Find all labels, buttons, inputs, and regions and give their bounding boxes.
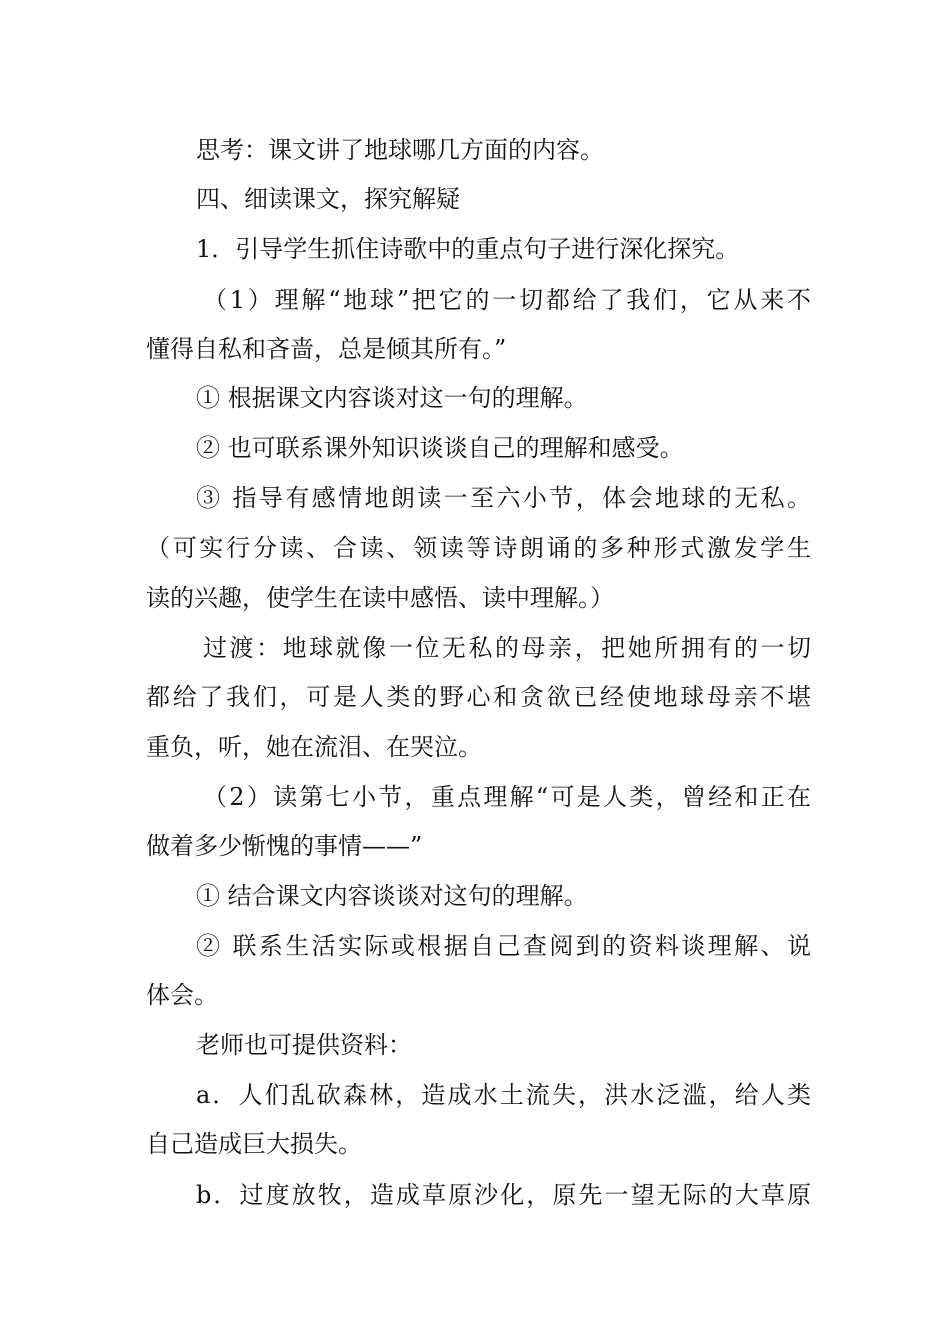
paragraph-line-19: 老师也可提供资料： [196, 1031, 412, 1059]
paragraph-line-15: 做着多少惭愧的事情——” [146, 832, 423, 860]
paragraph-line-11: 过渡：地球就像一位无私的母亲，把她所拥有的一切 [203, 634, 811, 662]
paragraph-line-3: 1．引导学生抓住诗歌中的重点句子进行深化探究。 [196, 235, 740, 263]
paragraph-line-12: 都给了我们，可是人类的野心和贪欲已经使地球母亲不堪 [146, 683, 811, 711]
paragraph-line-8: ③ 指导有感情地朗读一至六小节，体会地球的无私。 [196, 484, 811, 512]
paragraph-line-13: 重负，听，她在流泪、在哭泣。 [146, 733, 482, 761]
paragraph-line-22: b．过度放牧，造成草原沙化，原先一望无际的大草原 [196, 1181, 811, 1209]
paragraph-line-2: 四、细读课文，探究解疑 [196, 185, 460, 213]
paragraph-line-4: （1）理解“地球”把它的一切都给了我们，它从来不 [203, 286, 811, 314]
paragraph-line-5: 懂得自私和吝啬，总是倾其所有。” [146, 335, 507, 363]
paragraph-line-9: （可实行分读、合读、领读等诗朗诵的多种形式激发学生 [146, 534, 811, 562]
paragraph-line-17: ② 联系生活实际或根据自己查阅到的资料谈理解、说 [196, 932, 811, 960]
paragraph-line-7: ② 也可联系课外知识谈谈自己的理解和感受。 [196, 434, 684, 462]
paragraph-line-16: ① 结合课文内容谈谈对这句的理解。 [196, 882, 588, 910]
paragraph-line-1: 思考：课文讲了地球哪几方面的内容。 [196, 136, 604, 164]
paragraph-line-10: 读的兴趣，使学生在读中感悟、读中理解。） [146, 584, 614, 612]
paragraph-line-6: ① 根据课文内容谈对这一句的理解。 [196, 384, 588, 412]
paragraph-line-21: 自己造成巨大损失。 [146, 1130, 362, 1158]
paragraph-line-20: a．人们乱砍森林，造成水土流失，洪水泛滥，给人类 [196, 1081, 811, 1109]
paragraph-line-14: （2）读第七小节，重点理解“可是人类，曾经和正在 [203, 783, 811, 811]
paragraph-line-18: 体会。 [146, 981, 218, 1009]
